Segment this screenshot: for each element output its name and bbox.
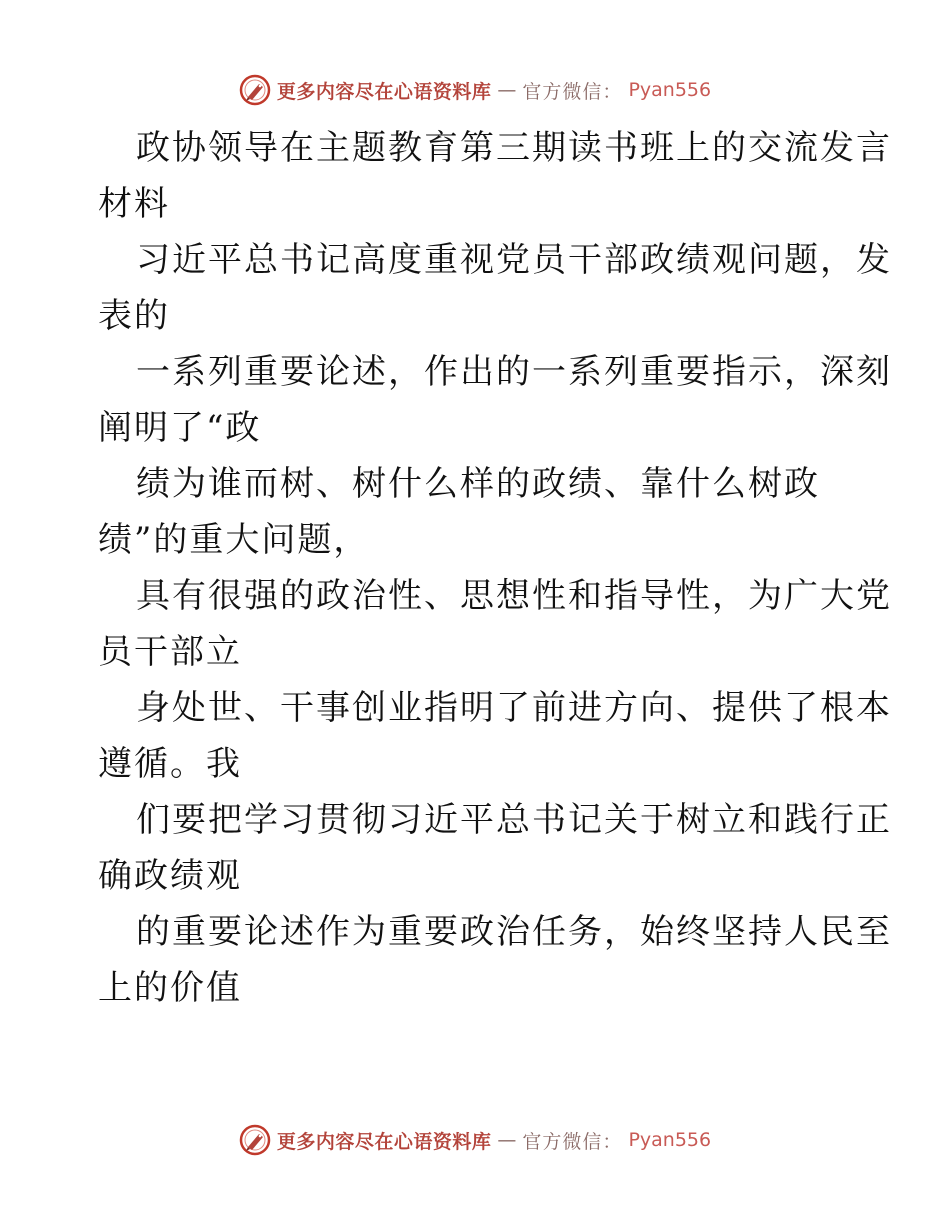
paragraph-line: 绩为谁而树、树什么样的政绩、靠什么树政 — [136, 464, 820, 504]
wechat-label: 官方微信： — [522, 1130, 623, 1153]
document-body — [98, 120, 892, 1016]
paragraph-line: 习近平总书记高度重视党员干部政绩观问题，发 — [136, 240, 892, 280]
wechat-id: Pyan556 — [628, 79, 712, 101]
header-watermark-banner — [0, 70, 950, 110]
paragraph-line: 的重要论述作为重要政治任务，始终坚持人民至 — [136, 912, 892, 952]
paragraph-line: 绩”的重大问题， — [98, 520, 370, 560]
pen-nib-logo-icon — [239, 1124, 271, 1156]
document-title-line: 政协领导在主题教育第三期读书班上的交流发言 — [136, 128, 892, 168]
pen-nib-logo-icon — [239, 74, 271, 106]
separator-dash: — — [497, 1129, 517, 1151]
footer-watermark-banner — [0, 1120, 950, 1160]
wechat-label: 官方微信： — [522, 80, 623, 103]
separator-dash: — — [497, 79, 517, 101]
paragraph-line: 身处世、干事创业指明了前进方向、提供了根本 — [136, 688, 892, 728]
paragraph-line: 阐明了“政 — [98, 408, 262, 448]
paragraph-line: 一系列重要论述，作出的一系列重要指示，深刻 — [136, 352, 892, 392]
paragraph-line: 遵循。我 — [98, 744, 242, 784]
paragraph-line: 上的价值 — [98, 968, 242, 1008]
site-name: 更多内容尽在心语资料库 — [276, 1130, 492, 1153]
document-title-line: 材料 — [98, 184, 170, 224]
site-name: 更多内容尽在心语资料库 — [276, 80, 492, 103]
paragraph-line: 们要把学习贯彻习近平总书记关于树立和践行正 — [136, 800, 892, 840]
paragraph-line: 表的 — [98, 296, 170, 336]
paragraph-line: 员干部立 — [98, 632, 242, 672]
wechat-id: Pyan556 — [628, 1129, 712, 1151]
paragraph-line: 确政绩观 — [98, 856, 242, 896]
paragraph-line: 具有很强的政治性、思想性和指导性，为广大党 — [136, 576, 892, 616]
